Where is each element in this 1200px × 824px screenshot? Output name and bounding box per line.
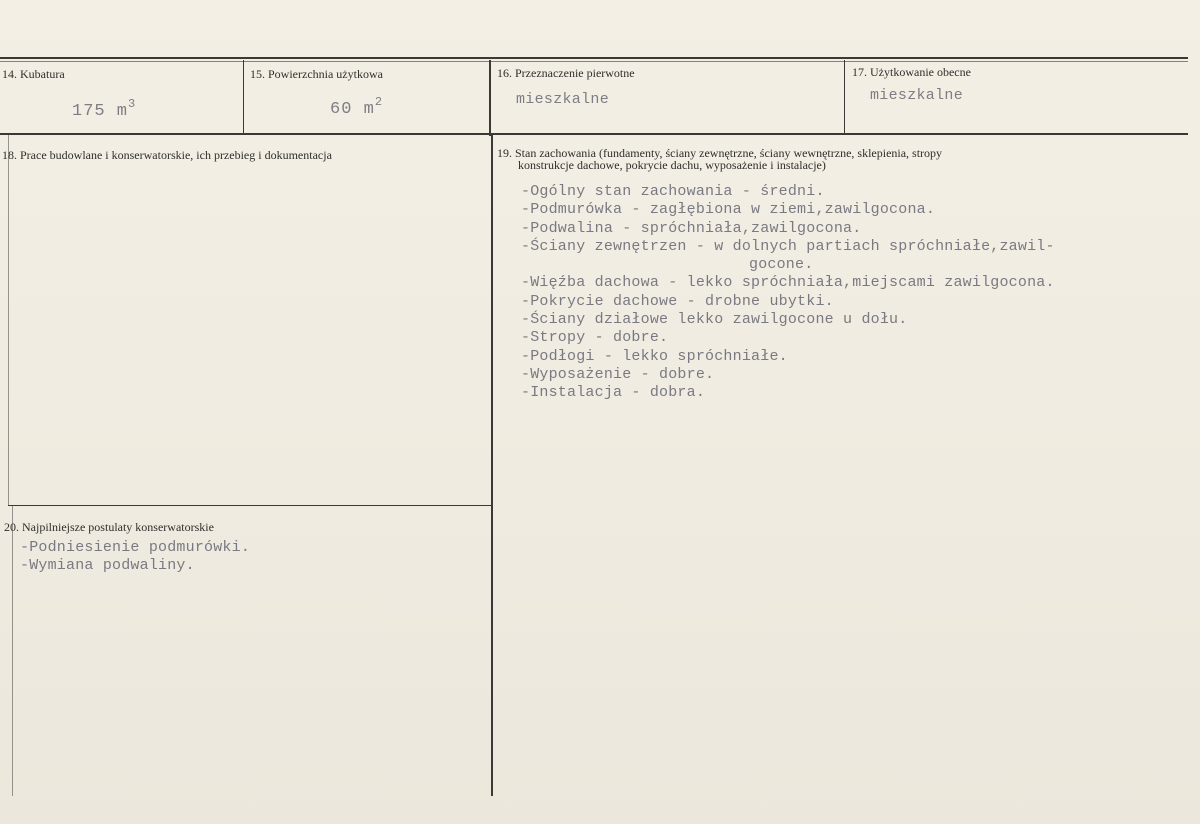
top-rule-inner bbox=[0, 61, 1188, 62]
field-17-value: mieszkalne bbox=[870, 87, 964, 104]
field-17-label: 17. Użytkowanie obecne bbox=[852, 65, 971, 79]
kubatura-value: 175 m bbox=[72, 102, 129, 121]
field-16-label: 16. Przeznaczenie pierwotne bbox=[497, 66, 635, 80]
condition-line: -Podłogi - lekko spróchniałe. bbox=[521, 347, 788, 365]
left-edge-rule-lower bbox=[12, 506, 13, 796]
section20-top-rule bbox=[8, 505, 492, 506]
row1-bottom-rule bbox=[0, 133, 1188, 135]
condition-line: -Więźba dachowa - lekko spróchniała,miejscami zawilgocona. bbox=[521, 274, 1055, 292]
field-15-text: Powierzchnia użytkowa bbox=[268, 67, 383, 81]
field-19-label-line1: 19. Stan zachowania (fundamenty, ściany zewnętrzne, ściany wewnętrzne, sklepienia, stropy bbox=[497, 146, 943, 160]
field-15-value bbox=[330, 93, 383, 119]
left-edge-rule bbox=[8, 134, 9, 506]
condition-line: -Wyposażenie - dobre. bbox=[521, 365, 715, 383]
area-value: 60 m bbox=[330, 100, 375, 119]
field-20-label: 20. Najpilniejsze postulaty konserwatorskie bbox=[4, 520, 214, 534]
condition-line: -Stropy - dobre. bbox=[521, 329, 669, 347]
field-16-value: mieszkalne bbox=[516, 91, 610, 108]
main-col-divider bbox=[491, 134, 493, 796]
condition-list bbox=[521, 183, 1055, 403]
field-15-label bbox=[250, 67, 383, 81]
postulate-line: -Wymiana podwaliny. bbox=[20, 557, 195, 575]
field-19-label-line2: konstrukcje dachowe, pokrycie dachu, wyposażenie i instalacje) bbox=[518, 158, 826, 172]
condition-line: -Ogólny stan zachowania - średni. bbox=[521, 183, 825, 200]
col-divider-16-17 bbox=[844, 60, 845, 134]
condition-line: -Ściany działowe lekko zawilgocone u dołu. bbox=[521, 311, 908, 329]
condition-line: -Pokrycie dachowe - drobne ubytki. bbox=[521, 292, 834, 310]
condition-line: -Podwalina - spróchniała,zawilgocona. bbox=[521, 219, 862, 237]
col-divider-15-16 bbox=[489, 60, 491, 136]
condition-line: -Podmurówka - zagłębiona w ziemi,zawilgocona. bbox=[521, 201, 936, 219]
postulate-line: -Podniesienie podmurówki. bbox=[20, 539, 251, 556]
condition-line: -Instalacja - dobra. bbox=[521, 384, 706, 402]
field-14-value bbox=[72, 95, 136, 121]
postulates-list bbox=[20, 539, 250, 576]
top-rule bbox=[0, 57, 1188, 59]
kubatura-exponent: 3 bbox=[128, 97, 137, 111]
col-divider-14-15 bbox=[243, 60, 244, 134]
field-15-number: 15. bbox=[250, 67, 265, 81]
field-18-label: 18. Prace budowlane i konserwatorskie, ich przebieg i dokumentacja bbox=[2, 148, 332, 162]
condition-line: -Ściany zewnętrzen - w dolnych partiach spróchniałe,zawil- bbox=[521, 237, 1055, 255]
field-14-label: 14. Kubatura bbox=[2, 67, 65, 81]
condition-line: gocone. bbox=[749, 256, 814, 274]
area-exponent: 2 bbox=[374, 95, 384, 109]
